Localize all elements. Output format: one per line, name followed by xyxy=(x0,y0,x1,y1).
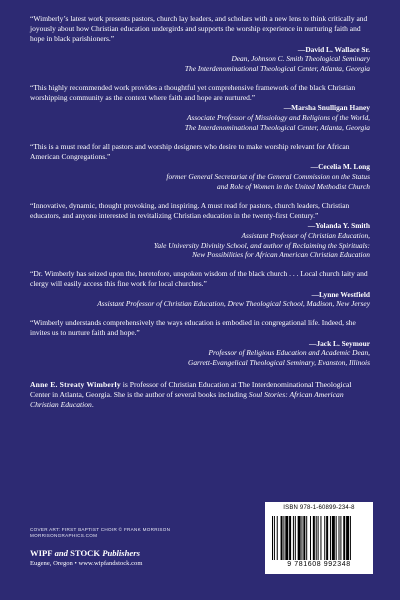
barcode-bar xyxy=(316,516,317,560)
endorser-title-line: New Possibilities for African American Christian Education xyxy=(192,250,370,260)
endorser-name: —Lynne Westfield xyxy=(311,289,370,299)
endorser-title-line: Assistant Professor of Christian Education, xyxy=(241,230,370,240)
author-name: Anne E. Streaty Wimberly xyxy=(30,379,121,389)
endorsement-attribution xyxy=(30,339,370,368)
barcode-bar xyxy=(330,516,331,560)
endorsements xyxy=(30,14,370,368)
publisher-name xyxy=(30,548,142,559)
cover-art-credit-line: COVER ART: FIRST BAPTIST CHOIR © FRANK MORRISON xyxy=(30,527,171,532)
endorser-title-line: and Role of Women in the United Methodist Church xyxy=(217,181,370,191)
barcode-bar xyxy=(293,516,294,560)
endorsement-attribution xyxy=(30,45,370,74)
author-book-title: Soul Stories: African American Christian Education xyxy=(30,390,344,410)
endorsement-attribution xyxy=(30,221,370,260)
endorsement-attribution xyxy=(30,103,370,132)
barcode-bar xyxy=(313,516,315,560)
barcode-bar xyxy=(306,516,307,560)
endorser-title-line: Garrett-Evangelical Theological Seminary, Evanston, Illinois xyxy=(187,358,370,368)
endorsement xyxy=(30,201,370,261)
endorsement-quote: “Dr. Wimberly has seized upon the, heretofore, unspoken wisdom of the black church . . . Local church laity and clergy will easily access this fine work for local churches.” xyxy=(30,269,368,289)
barcode-bar xyxy=(274,516,275,560)
endorsement-attribution xyxy=(30,290,370,310)
barcode-bar xyxy=(272,516,273,560)
publisher-block xyxy=(30,548,142,568)
barcode-bar xyxy=(336,516,337,560)
endorsement-quote: “Innovative, dynamic, thought provoking, and inspiring. A must read for pastors, church leaders, Christian educators, and anyone interested in revitalizing Christian education in the twenty-first Century.” xyxy=(30,200,350,220)
endorser-name: —Marsha Snulligan Haney xyxy=(283,103,370,113)
barcode-bar xyxy=(324,516,325,560)
endorsement-quote: “Wimberly’s latest work presents pastors, church lay leaders, and scholars with a new lens to think critically and joyously about how Christian education undergirds and supports the worship experience in nurturing faith and hope in black parishioners.” xyxy=(30,14,368,44)
author-bio-end: . xyxy=(91,400,94,410)
barcode-bar xyxy=(281,516,283,560)
endorsement-attribution xyxy=(30,162,370,191)
author-bio xyxy=(30,380,370,411)
endorsement-quote: “Wimberly understands comprehensively the ways education is embodied in congregational life. Indeed, she invites us to nurture faith and hope.” xyxy=(30,318,356,338)
endorsement xyxy=(30,318,370,368)
isbn-label: ISBN 978-1-60899-234-8 xyxy=(283,505,355,511)
endorsement-quote: “This highly recommended work provides a thoughtful yet comprehensive framework of the black Christian worshipping community as the context where faith and hope are nurtured.” xyxy=(30,83,356,103)
barcode-bars xyxy=(272,516,366,560)
endorsement-quote: “This is a must read for all pastors and worship designers who desire to make worship relevant for African American Congregations.” xyxy=(30,141,350,161)
cover-art-credit-site: MORRISONGRAPHICS.COM xyxy=(30,533,98,539)
endorser-name: —Yolanda Y. Smith xyxy=(307,221,370,230)
endorser-name: —Cecelia M. Long xyxy=(310,162,370,172)
endorser-title-line: Professor of Religious Education and Academic Dean, xyxy=(208,348,370,358)
barcode-bar xyxy=(301,516,302,560)
barcode-bar xyxy=(283,516,284,560)
barcode-bar xyxy=(318,516,319,560)
endorsement xyxy=(30,14,370,74)
publisher-name-stock: STOCK xyxy=(70,548,101,558)
barcode-bar xyxy=(339,516,340,560)
barcode-bar xyxy=(285,516,288,560)
endorser-title-line: The Interdenominational Theological Center, Atlanta, Georgia xyxy=(184,123,370,132)
barcode-bar xyxy=(298,516,301,560)
publisher-location: Eugene, Oregon • www.wipfandstock.com xyxy=(30,560,143,567)
publisher-name-publishers: Publishers xyxy=(100,548,140,558)
endorser-title-line: Yale University Divinity School, and author of Reclaiming the Spirituals: xyxy=(153,240,370,250)
publisher-name-wipf: WIPF xyxy=(30,548,53,558)
cover-art-credit xyxy=(30,527,170,540)
author-bio-text: is Professor of Christian Education at The Interdenominational Theological Center in Atlanta, Georgia. She is the author of several books including xyxy=(30,379,352,400)
endorsement xyxy=(30,83,370,133)
isbn-barcode xyxy=(265,502,373,574)
endorsement xyxy=(30,142,370,192)
publisher-name-and: and xyxy=(52,548,71,558)
barcode-bar xyxy=(326,516,328,560)
endorser-title-line: former General Secretariat of the General Commission on the Status xyxy=(166,172,370,181)
barcode-bar xyxy=(350,516,351,560)
barcode-bar xyxy=(343,516,345,560)
barcode-bar xyxy=(310,516,311,560)
barcode-bar xyxy=(277,516,278,560)
barcode-bar xyxy=(346,516,349,560)
barcode-digits: 9 781608 992348 xyxy=(287,561,351,568)
endorser-title-line: Assistant Professor of Christian Education, Drew Theological School, Madison, New Jersey xyxy=(97,299,370,309)
barcode-bar xyxy=(320,516,321,560)
endorser-title-line: The Interdenominational Theological Center, Atlanta, Georgia xyxy=(184,64,370,74)
barcode-bar xyxy=(289,516,291,560)
endorser-name: —David L. Wallace Sr. xyxy=(297,44,370,54)
endorser-title-line: Dean, Johnson C. Smith Theological Seminary xyxy=(231,54,370,64)
barcode-bar xyxy=(332,516,335,560)
endorser-title-line: Associate Professor of Missiology and Religions of the World, xyxy=(186,113,370,123)
endorsement xyxy=(30,269,370,309)
barcode-bar xyxy=(303,516,305,560)
endorser-name: —Jack L. Seymour xyxy=(309,338,370,348)
barcode-bar xyxy=(340,516,341,560)
barcode-bar xyxy=(295,516,296,560)
